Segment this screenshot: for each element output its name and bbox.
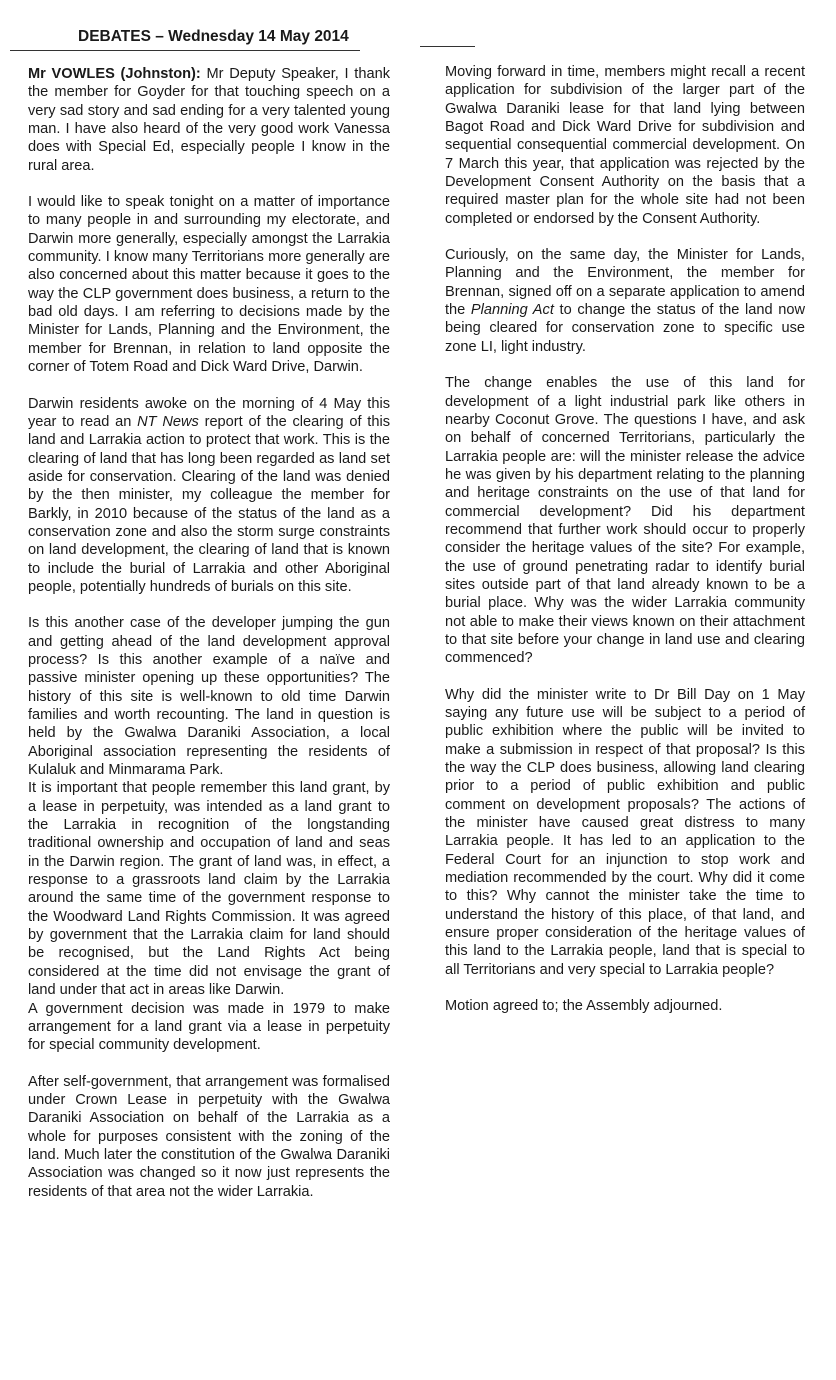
left-column [28,65,390,1219]
paragraph-9 [445,246,805,356]
paragraph-3-b: report of the clearing of this land and Larrakia action to protect that work. This is the clearing of land that has long been regarded as land set aside for conservation. Clearing of the land was denied by the then minister, my colleague the member for Barkly, in 2010 because of the status of the land as a conservation zone and also the storm surge constraints on land development, the clearing of land that is known to include the burial of Larrakia and other Aboriginal people, potentially hundreds of burials on this site. [28,413,390,595]
paragraph-11: Why did the minister write to Dr Bill Day on 1 May saying any future use will be subject to a period of public exhibition where the public will be invited to make a submission in respect of that proposal? Is this the way the CLP does business, allowing land clearing prior to a period of public exhibition and public comment on development proposals? The actions of the minister have caused great distress to many Larrakia people. It has led to an application to the Federal Court for an injunction to stop work and mediation recommended by the court. Why did it come to this? Why cannot the minister take the time to understand the history of this place, of that land, and ensure proper consideration of the heritage values of this land to the Larrakia people, land that is special to all Territorians and very special to Larrakia people? [445,686,805,978]
paragraph-10: The change enables the use of this land for development of a light industrial park like others in nearby Coconut Grove. The questions I have, and ask on behalf of concerned Territorians, particularly the Larrakia people are: will the minister release the advice he was given by his department relating to the planning and heritage constraints on the use of that land for commercial development? Did his department recommend that further work should occur to properly consider the heritage values of the site? For example, the use of ground penetrating radar to identify burial sites outside part of that land already known to be a burial place. Why was the wider Larrakia community not able to make their views known on their attachment to that site before your change in land use and clearing commenced? [445,375,805,667]
paragraph-1-text: Mr Deputy Speaker, I thank the member for Goyder for that touching speech on a very sad story and sad ending for a very talented young man. I have also heard of the very good work Vanessa does with Special Ed, especially people I know in the rural area. [28,66,391,174]
paragraph-4: Is this another case of the developer jumping the gun and getting ahead of the land development approval process? Is this another example of a naïve and passive minister opening up these opportunities? The history of this site is well-known to old time Darwin families and worth recounting. The land in question is held by the Gwalwa Daraniki Association, a local Aboriginal association representing the residents of Kulaluk and Minmarama Park. [28,615,390,779]
newspaper-name: NT News [137,413,199,430]
paragraph-7: After self-government, that arrangement was formalised under Crown Lease in perpetuity with the Gwalwa Daraniki Association on behalf of the Larrakia as a whole for purposes consistent with the zoning of the land. Much later the constitution of the Gwalwa Daraniki Association was changed so it now just represents the residents of that area not the wider Larrakia. [28,1073,390,1200]
paragraph-2: I would like to speak tonight on a matter of importance to many people in and surrounding my electorate, and Darwin more generally, especially amongst the Larrakia community. I know many Territorians more generally are also concerned about this matter because it goes to the way the CLP government does business, a return to the bad old days. I am referring to decisions made by the Minister for Lands, Planning and the Environment, the member for Brennan, in relation to land opposite the corner of Totem Road and Dick Ward Drive, Darwin. [28,194,390,376]
paragraph-6: A government decision was made in 1979 to make arrangement for a land grant via a lease in perpetuity for special community development. [28,1000,390,1054]
speaker-name: Mr VOWLES (Johnston): [28,66,201,82]
paragraph-3 [28,395,390,597]
header-rule-left [10,50,360,51]
paragraph-1 [28,65,390,175]
paragraph-8: Moving forward in time, members might recall a recent application for subdivision of the larger part of the Gwalwa Daraniki lease for that land lying between Bagot Road and Dick Ward Drive for subdivision and sequential consequential commercial development. On 7 March this year, that application was rejected by the Development Consent Authority on the basis that a required master plan for the whole site had not been completed or endorsed by the Consent Authority. [445,64,805,227]
right-column [445,63,805,1034]
act-name: Planning Act [470,302,554,319]
paragraph-9-a: Curiously, on the same day, the Minister for Lands, Planning and the Environment, the member for Brennan, signed off on a separate application to amend the [445,247,805,319]
header-rule-right [420,46,475,47]
paragraph-3-a: Darwin residents awoke on the morning of 4 May this year to read an [28,395,390,430]
paragraph-5: It is important that people remember this land grant, by a lease in perpetuity, was intended as a land grant to the Larrakia in recognition of the longstanding traditional ownership and occupation of land and seas in the Darwin region. The grant of land was, in effect, a response to a grassroots land claim by the Larrakia around the same time of the government response to the Woodward Land Rights Commission. It was agreed by government that the Larrakia claim for land should be recognised, but the Land Rights Act being considered at the time did not envisage the grant of land under that act in areas like Darwin. [28,780,390,999]
paragraph-9-b: to change the status of the land now being cleared for conservation zone to specific use zone LI, light industry. [445,302,806,355]
page-header-title: DEBATES – Wednesday 14 May 2014 [78,28,349,45]
closing-line: Motion agreed to; the Assembly adjourned. [445,998,723,1015]
